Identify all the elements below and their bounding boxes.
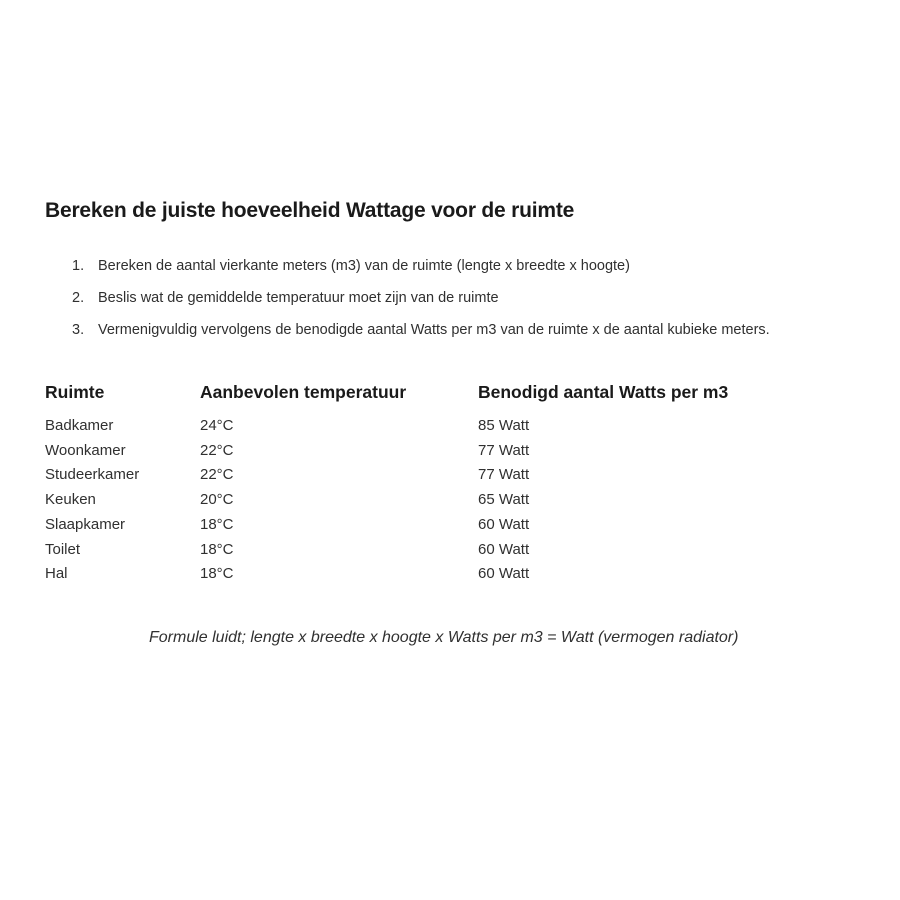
list-item-text: Vermenigvuldig vervolgens de benodigde aantal Watts per m3 van de ruimte x de aantal kubieke meters. — [98, 322, 770, 338]
list-item-number: 3. — [72, 322, 85, 338]
table-cell-room: Toilet — [45, 540, 81, 558]
list-item-text: Bereken de aantal vierkante meters (m3) van de ruimte (lengte x breedte x hoogte) — [98, 258, 630, 274]
table-cell-temperature: 18°C — [200, 565, 234, 583]
table-cell-room: Badkamer — [45, 416, 114, 434]
table-cell-temperature: 20°C — [200, 491, 234, 509]
table-cell-temperature: 22°C — [200, 441, 234, 459]
table-cell-watts: 60 Watt — [478, 540, 530, 558]
list-item — [72, 321, 770, 339]
table-cell-watts: 77 Watt — [478, 441, 530, 459]
instruction-list — [72, 257, 770, 353]
column-header-ruimte: Ruimte — [45, 382, 105, 402]
table-cell-watts: 60 Watt — [478, 565, 530, 583]
list-item-text: Beslis wat de gemiddelde temperatuur moet zijn van de ruimte — [98, 290, 499, 306]
table-cell-room: Slaapkamer — [45, 515, 126, 533]
table-cell-room: Keuken — [45, 491, 96, 509]
column-header-watts: Benodigd aantal Watts per m3 — [478, 382, 729, 402]
column-header-temperatuur: Aanbevolen temperatuur — [200, 382, 407, 402]
list-item — [72, 289, 770, 307]
table-cell-temperature: 22°C — [200, 466, 234, 484]
table-cell-watts: 65 Watt — [478, 491, 530, 509]
table-cell-temperature: 18°C — [200, 515, 234, 533]
table-cell-room: Woonkamer — [45, 441, 126, 459]
wattage-table — [45, 382, 728, 586]
list-item-number: 1. — [72, 258, 85, 274]
table-cell-room: Hal — [45, 565, 68, 583]
page-title: Bereken de juiste hoeveelheid Wattage voor de ruimte — [45, 199, 575, 222]
table-cell-temperature: 24°C — [200, 416, 234, 434]
table-cell-watts: 85 Watt — [478, 416, 530, 434]
list-item — [72, 257, 770, 275]
table-cell-watts: 60 Watt — [478, 515, 530, 533]
list-item-number: 2. — [72, 290, 85, 306]
table-cell-room: Studeerkamer — [45, 466, 140, 484]
table-cell-watts: 77 Watt — [478, 466, 530, 484]
formula-text: Formule luidt; lengte x breedte x hoogte x Watts per m3 = Watt (vermogen radiator) — [149, 629, 739, 646]
table-cell-temperature: 18°C — [200, 540, 234, 558]
